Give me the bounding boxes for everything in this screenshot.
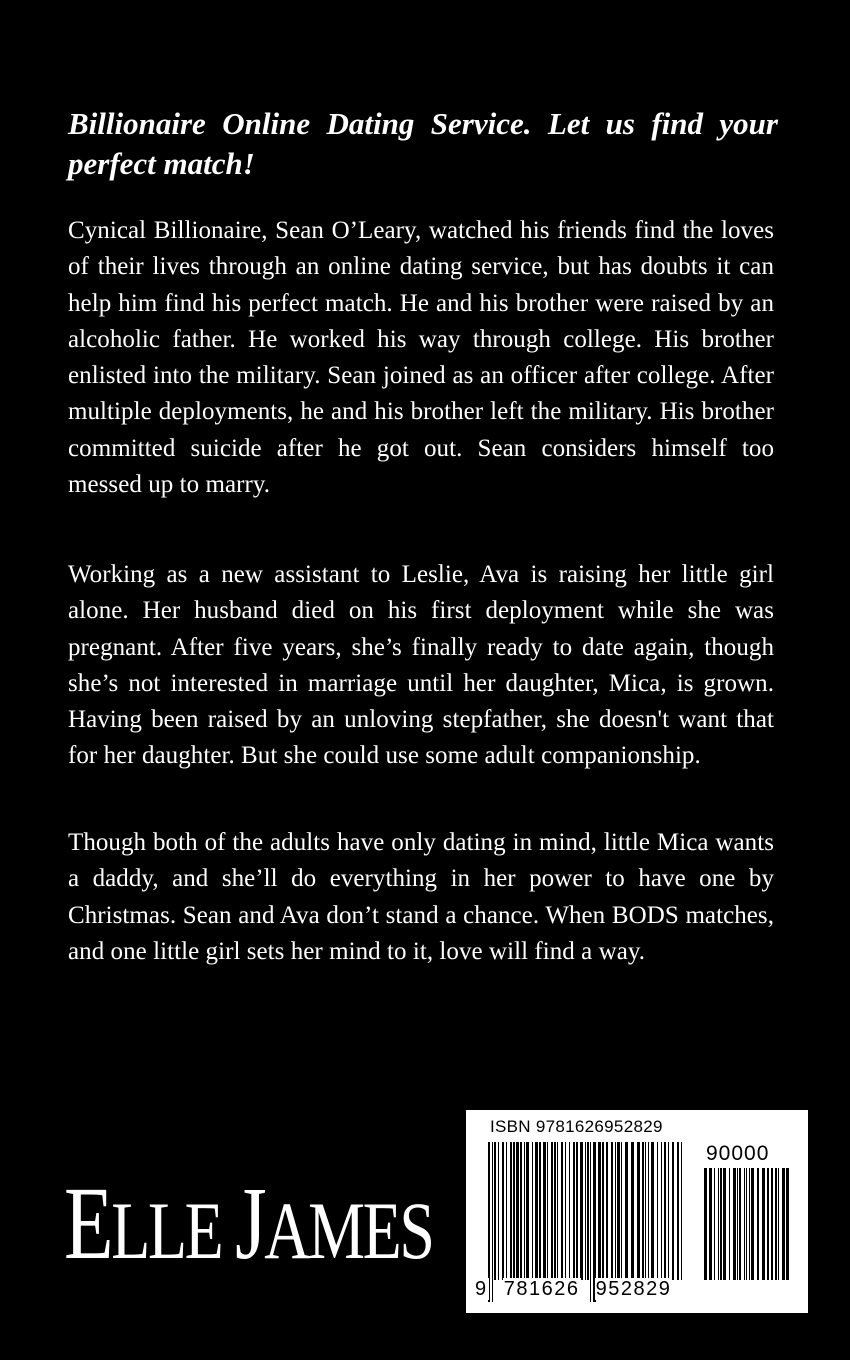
barcode-bar — [557, 1142, 558, 1280]
barcode-bar — [664, 1142, 666, 1280]
barcode-bar — [580, 1142, 583, 1280]
barcode-bar — [565, 1142, 566, 1280]
barcode-bar — [543, 1142, 546, 1280]
barcode-bar — [681, 1142, 682, 1280]
barcode-bar — [516, 1142, 519, 1280]
barcode-bar — [539, 1142, 541, 1280]
barcode-bar — [547, 1142, 548, 1280]
barcode-bar — [625, 1142, 628, 1280]
addon-barcode-bars — [704, 1168, 790, 1302]
barcode-bar — [757, 1168, 759, 1280]
blurb-paragraph-1: Cynical Billionaire, Sean O’Leary, watched his friends find the loves of their lives through an online dating service, but has doubts it can help him find his perfect match. He and his brother were raised by an alcoholic father. He worked his way through college. His brother enlisted into the military. Sean joined as an officer after college. After multiple deployments, he and his brother left the military. His brother committed suicide after he got out. Sean considers himself too messed up to marry. — [68, 217, 774, 499]
barcode-bar — [657, 1142, 658, 1280]
blurb-paragraph-2: Working as a new assistant to Leslie, Ava is raising her little girl alone. Her husband died on his first deployment while she was pregnant. After five years, she’s finally ready to date again, though she’s not interested in marriage until her daughter, Mica, is grown. Having been raised by an unloving stepfather, she doesn't want that for her daughter. But she could use some adult companionship. — [68, 561, 774, 770]
barcode-bar — [729, 1168, 730, 1280]
barcode-bar — [767, 1168, 769, 1280]
barcode-bar — [494, 1142, 496, 1280]
barcode-bar — [569, 1142, 570, 1280]
barcode-bar — [749, 1168, 750, 1280]
barcode-bar — [606, 1142, 608, 1280]
barcode-bar — [762, 1168, 765, 1280]
barcode-bar — [587, 1142, 589, 1280]
barcode-bar — [617, 1142, 620, 1280]
barcode-bar — [672, 1142, 674, 1280]
barcode-bar — [648, 1142, 649, 1280]
barcode-bar — [561, 1142, 563, 1280]
barcode-bar — [510, 1142, 512, 1280]
barcode-bar — [532, 1142, 533, 1280]
barcode-bar — [602, 1142, 604, 1280]
barcode-bar — [751, 1168, 754, 1280]
barcode-bar — [720, 1168, 722, 1280]
price-code: 90000 — [706, 1142, 770, 1165]
barcode-bar — [677, 1142, 679, 1280]
barcode-bar — [502, 1142, 504, 1280]
barcode-bar — [598, 1142, 601, 1280]
author-name: ELLE JAMES — [64, 1166, 433, 1281]
barcode-bar — [661, 1142, 662, 1280]
barcode-bar — [551, 1142, 553, 1280]
barcode-bar — [573, 1142, 575, 1280]
barcode-bar — [615, 1142, 616, 1280]
barcode-bar — [642, 1142, 644, 1280]
barcode-bar — [771, 1168, 773, 1280]
barcode-bar — [723, 1168, 726, 1280]
barcode-bar — [498, 1142, 499, 1280]
barcode-bar — [554, 1142, 556, 1280]
barcode-bar — [739, 1168, 741, 1280]
barcode-bar — [704, 1168, 707, 1280]
barcode-bar — [709, 1168, 712, 1280]
barcode-bar — [524, 1142, 525, 1280]
barcode-bar — [631, 1142, 634, 1280]
blurb-paragraph-3: Though both of the adults have only dating in mind, little Mica wants a daddy, and she’ll do everything in her power to have one by Christmas. Sean and Ava don’t stand a chance. When BODS matches, and one little girl sets her mind to it, love will find a way. — [68, 829, 774, 965]
barcode-bar — [506, 1142, 507, 1280]
barcode-bar — [513, 1142, 515, 1280]
barcode-bar — [778, 1168, 779, 1280]
barcode-bar — [585, 1142, 586, 1280]
barcode-bar — [651, 1142, 654, 1280]
isbn-label: ISBN 9781626952829 — [490, 1117, 663, 1136]
barcode-bar — [535, 1142, 538, 1280]
barcode-bar — [733, 1168, 736, 1280]
isbn-barcode — [466, 1110, 808, 1313]
barcode-bar — [645, 1142, 646, 1280]
barcode-bar — [786, 1168, 789, 1280]
barcode-bar — [746, 1168, 747, 1280]
barcode-bar — [718, 1168, 719, 1280]
barcode-bar — [621, 1142, 622, 1280]
barcode-bar — [576, 1142, 578, 1280]
barcode-bar — [744, 1168, 745, 1280]
barcode-bar — [637, 1142, 640, 1280]
barcode-bar — [714, 1168, 715, 1280]
tagline: Billionaire Online Dating Service. Let us find your perfect match! — [68, 106, 778, 181]
barcode-bar — [526, 1142, 529, 1280]
barcode-bar — [611, 1142, 613, 1280]
barcode-bar — [737, 1168, 738, 1280]
barcode-bar — [520, 1142, 522, 1280]
barcode-bar — [775, 1168, 777, 1280]
ean-digits: 9 781626 952829 — [475, 1278, 672, 1300]
barcode-bar — [782, 1168, 785, 1280]
barcode-bar — [668, 1142, 669, 1280]
